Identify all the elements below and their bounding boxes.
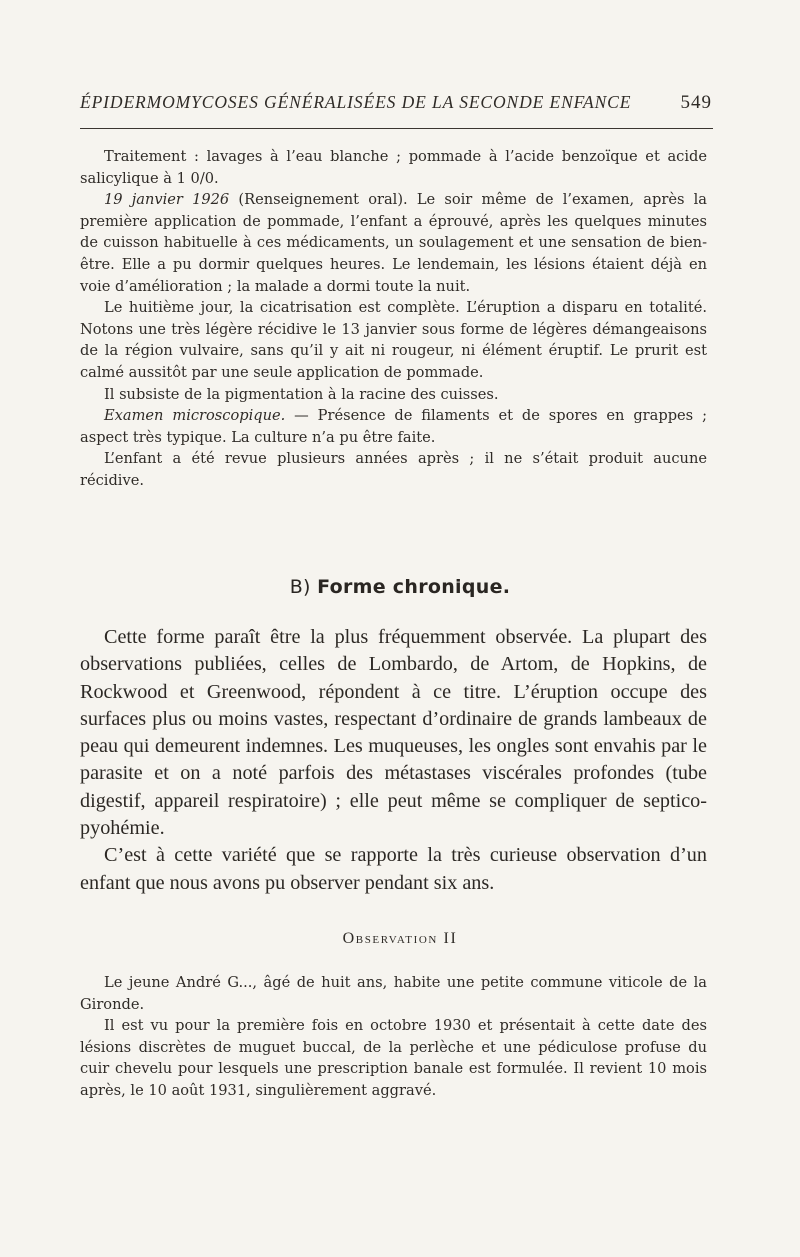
observation-heading: Observation II: [342, 930, 458, 947]
pigmentation-paragraph: Il subsiste de la pigmentation à la racine des cuisses.: [104, 385, 499, 403]
microscopy-paragraph: [80, 405, 707, 448]
case-continuation: [80, 146, 707, 492]
section-title: Forme chronique.: [317, 576, 511, 598]
followup-text: (Renseignement oral). Le soir même de l’examen, après la première application de pommade, l’enfant a éprouvé, après les quelques minutes de cuisson habituelle à ces médicaments, un soulagement et une sensation de bien-être. Elle a pu dormir quelques heures. Le lendemain, les lésions étaient déjà en voie d’amélioration ; la malade a dormi toute la nuit.: [80, 191, 707, 295]
healing-paragraph: Le huitième jour, la cicatrisation est complète. L’éruption a disparu en totalité. Notons une très légère récidive le 13 janvier sous forme de légères démangeaisons de la région vulvaire, sans qu’il y ait ni rougeur, ni élément éruptif. Le prurit est calmé aussitôt par une seule application de pommade.: [80, 299, 707, 381]
page-number: 549: [680, 92, 712, 113]
observation-paragraph-2: Il est vu pour la première fois en octobre 1930 et présentait à cette date des lésions discrètes de muguet buccal, de la perlèche et une pédiculose profuse du cuir chevelu pour lesquels une prescription banale est formulée. Il revient 10 mois après, le 10 août 1931, singulièrement aggravé.: [80, 1017, 707, 1099]
outcome-paragraph: L’enfant a été revue plusieurs années après ; il ne s’était produit aucune récidive.: [80, 450, 707, 489]
chronic-paragraph-2: C’est à cette variété que se rapporte la très curieuse observation d’un enfant que nous avons pu observer pendant six ans.: [80, 844, 707, 894]
running-title: ÉPIDERMOMYCOSES GÉNÉRALISÉES DE LA SECONDE ENFANCE: [80, 92, 632, 112]
microscopy-label: Examen microscopique.: [104, 407, 286, 425]
followup-paragraph: [80, 189, 707, 297]
chronic-form-text: [80, 624, 707, 897]
section-heading: [0, 576, 800, 598]
chronic-paragraph-1: Cette forme paraît être la plus fréquemment observée. La plupart des observations publiées, celles de Lombardo, de Artom, de Hopkins, de Rockwood et Greenwood, répondent à ce titre. L’éruption occupe des surfaces plus ou moins vastes, respectant d’ordinaire de grands lambeaux de peau qui demeurent indemnes. Les muqueuses, les ongles sont envahis par le parasite et on a noté parfois des métastases viscérales profondes (tube digestif, appareil respiratoire) ; elle peut même se compliquer de septico-pyohémie.: [80, 626, 707, 840]
section-letter: B): [289, 576, 318, 598]
microscopy-text: — Présence de filaments et de spores en grappes ; aspect très typique. La culture n’a pu être faite.: [80, 407, 707, 446]
header-rule: [80, 128, 713, 129]
followup-date: 19 janvier 1926: [104, 191, 230, 209]
running-header: [80, 92, 712, 114]
observation-text: [80, 972, 707, 1102]
observation-paragraph-1: Le jeune André G..., âgé de huit ans, habite une petite commune viticole de la Gironde.: [80, 974, 707, 1013]
treatment-paragraph: Traitement : lavages à l’eau blanche ; pommade à l’acide benzoïque et acide salicylique à 1 0/0.: [80, 148, 707, 187]
